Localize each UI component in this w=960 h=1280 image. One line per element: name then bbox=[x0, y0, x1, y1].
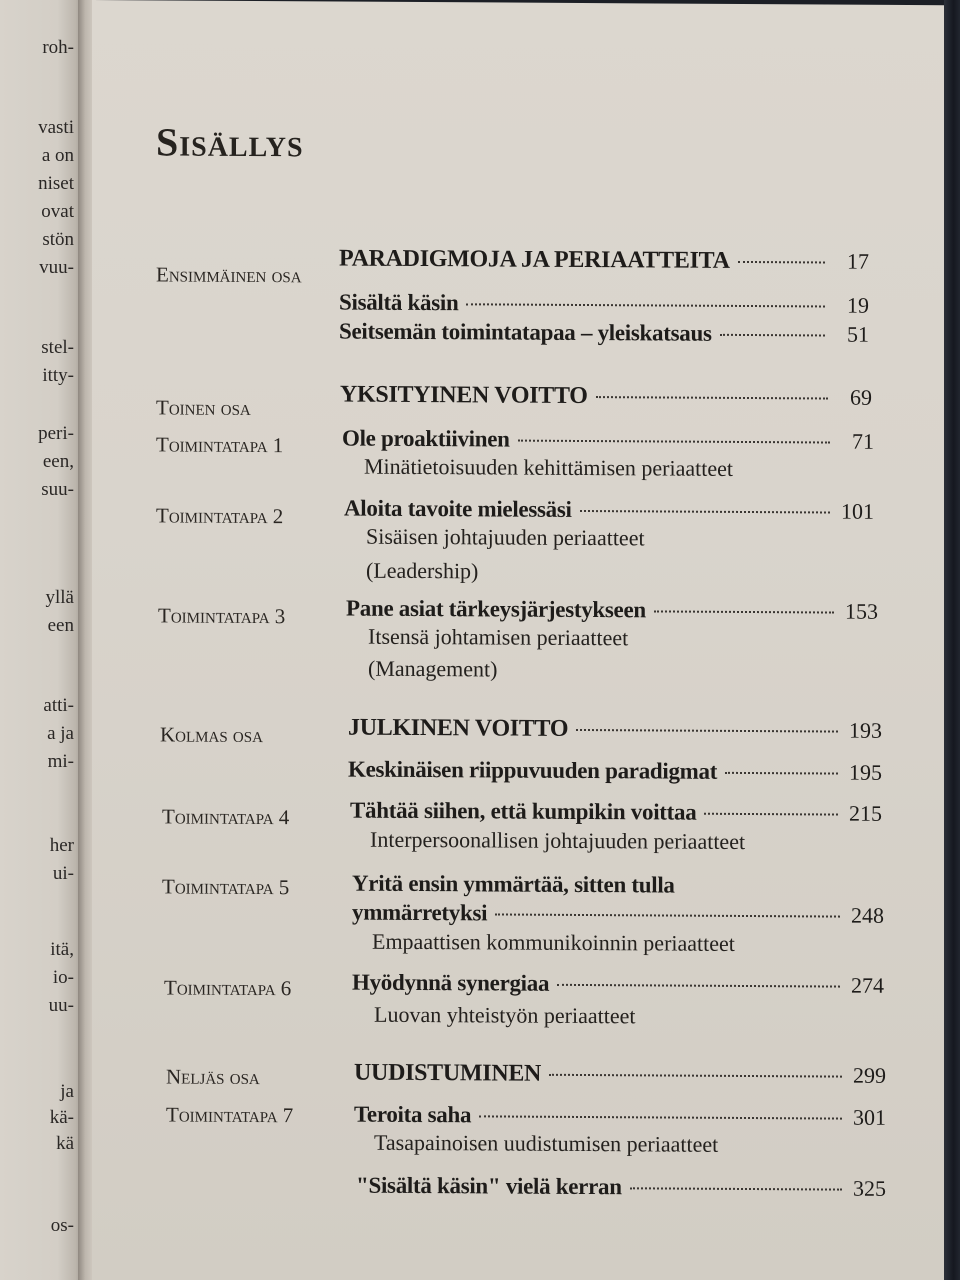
toc-entry-habit-1 bbox=[342, 426, 874, 455]
left-page-text-fragment: atti- bbox=[43, 695, 74, 716]
entry-subtitle: (Leadership) bbox=[366, 557, 479, 584]
dot-leader bbox=[630, 1187, 842, 1190]
page-number: 299 bbox=[853, 1062, 886, 1088]
toc-entry-julkinen-voitto bbox=[348, 715, 882, 745]
entry-title: Ole proaktiivinen bbox=[342, 425, 510, 452]
entry-title: Pane asiat tärkeysjärjestykseen bbox=[346, 595, 646, 623]
left-page-text-fragment: yllä bbox=[45, 587, 74, 608]
dot-leader bbox=[495, 913, 840, 917]
dot-leader bbox=[549, 1074, 842, 1078]
dot-leader bbox=[580, 510, 830, 514]
entry-title: Aloita tavoite mielessäsi bbox=[344, 495, 572, 522]
toc-entry-sisalta-kasin-again bbox=[356, 1173, 886, 1202]
left-page-text-fragment: itty- bbox=[42, 365, 74, 386]
entry-title: Sisältä käsin bbox=[339, 289, 459, 316]
toc-entry-habit-5 bbox=[352, 900, 884, 929]
page-number: 215 bbox=[849, 800, 882, 826]
toc-entry-keskinaisen bbox=[348, 757, 882, 786]
habit-label-5: Toimintatapa 5 bbox=[162, 874, 290, 900]
dot-leader bbox=[725, 772, 838, 775]
entry-title: "Sisältä käsin" vielä kerran bbox=[356, 1172, 622, 1200]
left-page bbox=[0, 0, 82, 1280]
entry-subtitle: Empaattisen kommunikoinnin periaatteet bbox=[372, 928, 735, 956]
left-page-text-fragment: peri- bbox=[38, 423, 74, 444]
entry-title: Keskinäisen riippuvuuden paradigmat bbox=[348, 756, 718, 784]
entry-title: Tähtää siihen, että kumpikin voittaa bbox=[350, 797, 697, 825]
toc-entry-yksityinen-voitto bbox=[340, 382, 872, 412]
left-page-text-fragment: os- bbox=[50, 1215, 74, 1236]
entry-title: UUDISTUMINEN bbox=[354, 1059, 542, 1087]
dot-leader bbox=[704, 813, 838, 816]
habit-label-7: Toimintatapa 7 bbox=[166, 1102, 294, 1128]
toc-entry-habit-6 bbox=[352, 970, 884, 999]
entry-title: PARADIGMOJA JA PERIAATTEITA bbox=[339, 245, 730, 274]
entry-subtitle: Tasapainoisen uudistumisen periaatteet bbox=[374, 1129, 719, 1157]
left-page-text-fragment: suu- bbox=[41, 479, 74, 500]
page-number: 301 bbox=[853, 1104, 886, 1130]
toc-entry-habit-2 bbox=[344, 496, 874, 525]
entry-title: YKSITYINEN VOITTO bbox=[340, 381, 588, 410]
page-number: 153 bbox=[845, 598, 878, 624]
page-number: 101 bbox=[841, 498, 874, 524]
toc-entry-habit-7 bbox=[354, 1102, 886, 1131]
toc-entry-seitseman bbox=[339, 319, 869, 348]
left-page-text-fragment: stön bbox=[42, 229, 74, 250]
page-number: 195 bbox=[849, 759, 882, 785]
page-number: 193 bbox=[849, 717, 882, 743]
habit-label-3: Toimintatapa 3 bbox=[158, 603, 286, 629]
dot-leader bbox=[596, 396, 828, 399]
dot-leader bbox=[479, 1115, 842, 1119]
entry-title: Seitsemän toimintatapaa – yleiskatsaus bbox=[339, 318, 712, 346]
page-title: Sisällys bbox=[156, 119, 304, 166]
left-page-text-fragment: a ja bbox=[47, 723, 74, 744]
entry-subtitle: (Management) bbox=[368, 655, 498, 682]
part-label-3: Kolmas osa bbox=[160, 722, 263, 748]
toc-entry-habit-3 bbox=[346, 596, 878, 625]
left-page-text-fragment: stel- bbox=[41, 337, 74, 358]
left-page-text-fragment: een bbox=[47, 615, 74, 636]
left-page-text-fragment: vuu- bbox=[39, 257, 74, 278]
dot-leader bbox=[518, 440, 830, 444]
toc-entry-habit-5-line-1 bbox=[352, 871, 675, 899]
left-page-text-fragment: kä- bbox=[49, 1107, 74, 1128]
dot-leader bbox=[466, 303, 825, 307]
left-page-text-fragment: itä, bbox=[50, 939, 74, 960]
left-page-text-fragment: mi- bbox=[47, 751, 74, 772]
part-label-4: Neljäs osa bbox=[166, 1064, 260, 1090]
entry-title: ymmärretyksi bbox=[352, 899, 488, 926]
toc-entry-habit-4 bbox=[350, 798, 882, 827]
entry-subtitle: Minätietoisuuden kehittämisen periaatteet bbox=[364, 453, 733, 481]
page-number: 51 bbox=[847, 321, 869, 347]
left-page-text-fragment: kä bbox=[56, 1133, 74, 1154]
entry-subtitle: Luovan yhteistyön periaatteet bbox=[374, 1001, 636, 1029]
entry-subtitle: Sisäisen johtajuuden periaatteet bbox=[366, 523, 645, 551]
dot-leader bbox=[654, 610, 834, 613]
left-page-text-fragment: ja bbox=[60, 1081, 74, 1102]
page-number: 325 bbox=[853, 1175, 886, 1201]
book-cover-edge bbox=[944, 0, 960, 1280]
entry-subtitle: Interpersoonallisen johtajuuden periaatteet bbox=[370, 826, 746, 854]
left-page-text-fragment: een, bbox=[42, 451, 74, 472]
dot-leader bbox=[738, 261, 825, 264]
left-page-text-fragment: niset bbox=[38, 173, 74, 194]
entry-subtitle: Itsensä johtamisen periaatteet bbox=[368, 623, 629, 651]
page-number: 248 bbox=[851, 902, 884, 928]
entry-title: Yritä ensin ymmärtää, sitten tulla bbox=[352, 870, 675, 898]
left-page-text-fragment: ovat bbox=[41, 201, 74, 222]
page-number: 19 bbox=[847, 292, 869, 318]
left-page-text-fragment: a on bbox=[41, 145, 74, 166]
left-page-text-fragment: vasti bbox=[38, 117, 74, 138]
toc-entry-paradigmoja bbox=[339, 246, 869, 276]
entry-title: Teroita saha bbox=[354, 1101, 472, 1128]
dot-leader bbox=[576, 729, 838, 733]
left-page-text-fragment: io- bbox=[52, 967, 74, 988]
left-page-text-fragment: ui- bbox=[52, 863, 74, 884]
entry-title: JULKINEN VOITTO bbox=[348, 714, 569, 742]
habit-label-2: Toimintatapa 2 bbox=[156, 503, 284, 529]
left-page-text-fragment: uu- bbox=[48, 995, 74, 1016]
entry-title: Hyödynnä synergiaa bbox=[352, 969, 550, 996]
right-page-table-of-contents bbox=[92, 0, 944, 1280]
part-label-1: Ensimmäinen osa bbox=[156, 262, 302, 288]
left-page-text-fragment: her bbox=[49, 835, 74, 856]
left-page-text-fragment: roh- bbox=[42, 37, 74, 58]
habit-label-1: Toimintatapa 1 bbox=[156, 432, 284, 458]
page-number: 17 bbox=[847, 248, 869, 274]
dot-leader bbox=[557, 984, 840, 988]
page-number: 69 bbox=[850, 384, 872, 410]
habit-label-6: Toimintatapa 6 bbox=[164, 975, 292, 1001]
page-number: 274 bbox=[851, 972, 884, 998]
dot-leader bbox=[720, 334, 825, 337]
toc-entry-sisalta-kasin bbox=[339, 290, 869, 319]
habit-label-4: Toimintatapa 4 bbox=[162, 804, 290, 830]
page-number: 71 bbox=[852, 428, 874, 454]
toc-entry-uudistuminen bbox=[354, 1060, 886, 1090]
part-label-2: Toinen osa bbox=[156, 395, 251, 420]
